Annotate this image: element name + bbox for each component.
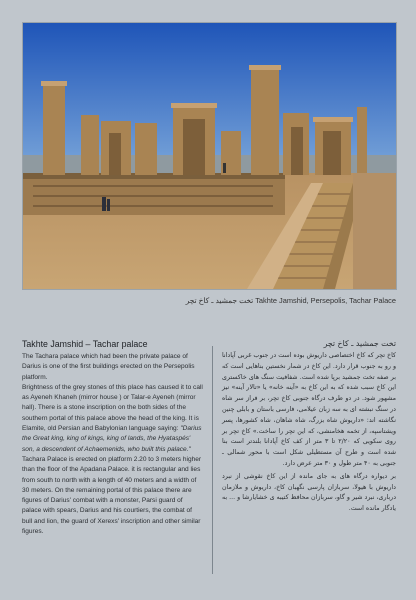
english-paragraph-1: The Tachara palace which had been the private palace of Darius is one of the first buildings erected on the Persepolis platform. — [22, 353, 195, 381]
english-text-column — [22, 338, 203, 537]
english-paragraph-2-part-b: Tachara Palace is erected on platform 2.20 to 3 meters higher than the floor of the Apadana Palace. it is rectangular and lies from south to north with a length of 40 meters and a width of 30 meters. On the remaining portal of this palace there are figures of Darius' combat with a monster, Parsi guard of palace with spears, Darius and his courtiers, the combat of bull and lion, the guard of Xerexs' inscription and other similar figures. — [22, 455, 202, 536]
photo-caption: تخت جمشید ـ کاخ تچر Takhte Jamshid, Persepolis, Tachar Palace — [185, 296, 396, 305]
persian-title: تخت جمشید ـ کاخ تچر — [323, 339, 396, 348]
column-divider — [212, 346, 213, 574]
persian-paragraph-2: بر دیواره درگاه های به جای مانده از این کاخ نقوشی از نبرد داریوش با هیولا، سربازان پارسی نگهبان کاخ، داریوش و ملازمان درباری، نبرد شیر و گاو، سربازان محافظ کتیبه ی خشایارشا و ... به یادگار مانده است. — [222, 472, 396, 513]
tachara-palace-illustration — [23, 23, 396, 289]
english-title: Takhte Jamshid – Tachar palace — [22, 339, 148, 349]
inscription-quote: "Darius the Great king, king of kings, king of lands, the Hyataspés' son, a descendent of Achaemenids, who built this palace." — [22, 425, 202, 453]
persepolis-photo — [22, 22, 397, 290]
english-paragraph-2 — [22, 383, 203, 537]
english-paragraph-2-part-a: Brightness of the grey stones of this place has caused it to call as Ayeneh Khaneh (mirror house ) or Talar-e Ayeneh (mirror hall). There is a stone inscription on the both sides of the southern portal of this palace above the head of the king. It is Elamite, old Persian and Babylonian language saying: — [22, 383, 203, 433]
persian-text-column — [222, 338, 396, 517]
persian-paragraph-1: کاخ تچر که کاخ اختصاصی داریوش بوده است در جنوب غربی آپادانا و رو به جنوب قرار دارد. این کاخ در شمار نخستین بناهایی است که بر صفه تخت جمشید برپا شده است. شفافیت سنگ های خاکستری این کاخ سبب شده که به این کاخ به «آینه خانه» یا «تالار آینه» نیز مشهور شود. در دو طرف درگاه جنوبی کاخ تچر، بر فراز سر شاه در سنگ نبشته ای به سه زبان عیلامی، فارسی باستان و بابلی چنین نگاشته اند: «داریوش شاه بزرگ، شاه شاهان، شاه کشورها، پسر ویشتاسپه، از تخمه هخامنشی، که این تچر را ساخت.» کاخ تچر بر روی سکویی که ۲/۲۰ تا ۳ متر از کف کاخ آپادانا بلندتر است بنا شده است و طرح آن مستطیلی شکل است با محور شمالی ـ جنوبی به ۴۰ متر طول و ۳۰ متر عرض دارد. — [222, 352, 396, 467]
